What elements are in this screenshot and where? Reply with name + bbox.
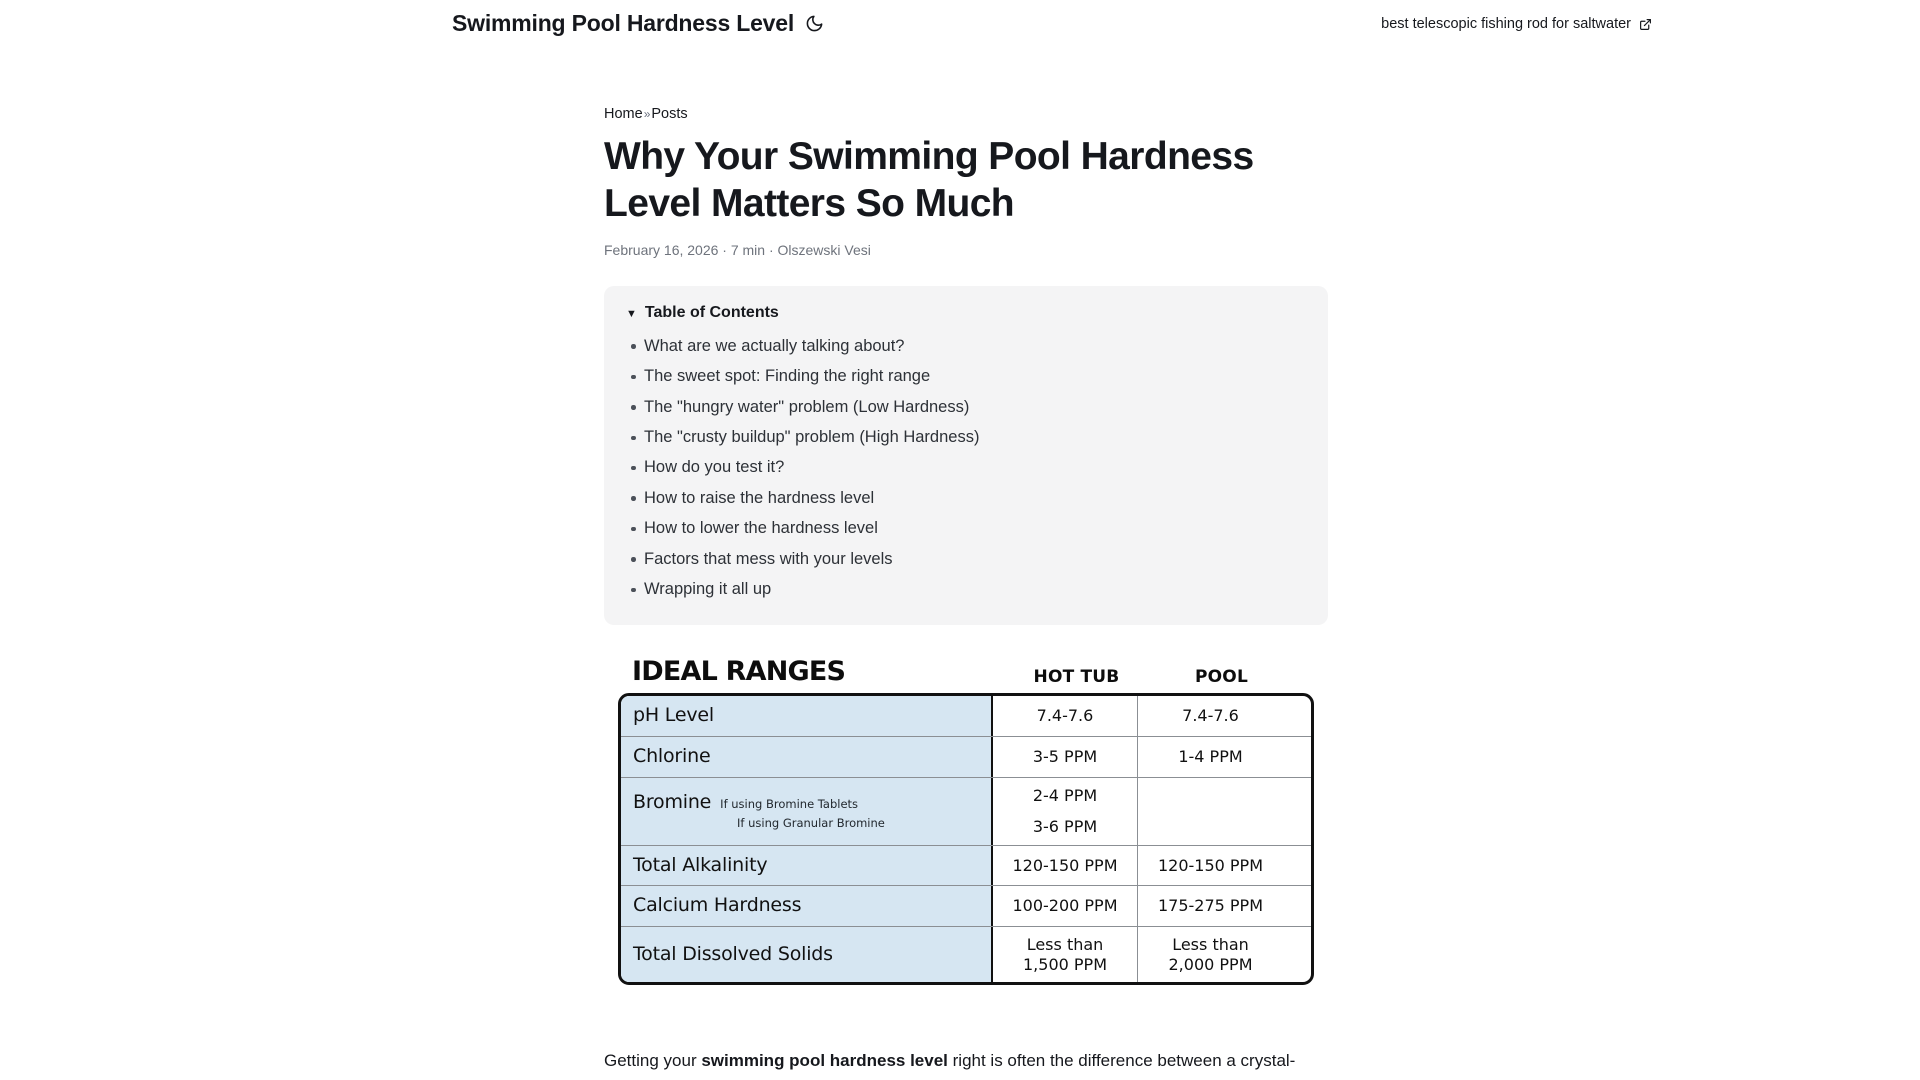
cell-hot-tub: 7.4-7.6 xyxy=(993,696,1138,736)
row-label: Calcium Hardness xyxy=(633,894,802,917)
cell-hot-tub: 3-5 PPM xyxy=(993,737,1138,777)
cell-hot-tub-line2: 1,500 PPM xyxy=(1023,954,1107,974)
list-item[interactable]: How to lower the hardness level xyxy=(644,514,1306,544)
caret-down-icon: ▼ xyxy=(626,307,637,320)
breadcrumb-posts[interactable]: Posts xyxy=(651,106,688,122)
site-title[interactable]: Swimming Pool Hardness Level xyxy=(452,10,795,36)
cell-pool: 7.4-7.6 xyxy=(1182,706,1239,726)
column-header-hot-tub: HOT TUB xyxy=(1033,667,1120,688)
list-item[interactable]: Wrapping it all up xyxy=(644,575,1306,605)
article-lead-paragraph xyxy=(604,1047,1328,1075)
page-title: Why Your Swimming Pool Hardness Level Matters So Much xyxy=(604,135,1254,226)
brand xyxy=(452,10,824,38)
list-item[interactable]: The "hungry water" problem (Low Hardness) xyxy=(644,392,1306,422)
column-header-pool: POOL xyxy=(1195,667,1248,688)
cell-hot-tub-line1: Less than xyxy=(1026,935,1104,955)
ideal-ranges-table xyxy=(618,693,1314,985)
row-label-cell xyxy=(621,846,993,886)
cell-pool-line1: Less than xyxy=(1172,935,1249,955)
cell-hot-tub-tablets: 2-4 PPM xyxy=(1032,785,1098,805)
row-sublabel-tablets: If using Bromine Tablets xyxy=(720,796,859,811)
cell-hot-tub xyxy=(993,778,1138,845)
row-sublabel-granular: If using Granular Bromine xyxy=(737,816,885,831)
list-item[interactable]: What are we actually talking about? xyxy=(644,331,1306,361)
toc-toggle[interactable] xyxy=(626,304,1306,322)
table-row xyxy=(621,927,1311,982)
nav-external-link-label: best telescopic fishing rod for saltwater xyxy=(1381,16,1631,32)
list-item[interactable]: How to raise the hardness level xyxy=(644,483,1306,513)
table-row xyxy=(621,696,1311,737)
list-item[interactable]: How do you test it? xyxy=(644,453,1306,483)
cell-hot-tub-granular: 3-6 PPM xyxy=(1032,817,1098,837)
toc-heading: Table of Contents xyxy=(644,304,779,322)
table-of-contents xyxy=(604,286,1328,625)
nav-external-link[interactable] xyxy=(1381,16,1652,32)
row-label: pH Level xyxy=(633,704,714,727)
list-item[interactable]: Factors that mess with your levels xyxy=(644,544,1306,574)
breadcrumb-separator: » xyxy=(643,107,651,121)
post-meta: February 16, 2026 · 7 min · Olszewski Vesi xyxy=(604,241,871,258)
cell-pool xyxy=(1138,927,1283,982)
site-header xyxy=(0,0,1920,60)
row-label: Total Dissolved Solids xyxy=(633,942,833,965)
cell-pool: 175-275 PPM xyxy=(1157,896,1264,916)
table-row xyxy=(621,737,1311,778)
breadcrumb-home[interactable]: Home xyxy=(604,106,643,122)
list-item[interactable]: The "crusty buildup" problem (High Hardness) xyxy=(644,423,1306,453)
cell-pool xyxy=(1138,778,1283,845)
row-label: Chlorine xyxy=(633,744,711,767)
row-label: Bromine xyxy=(633,790,712,813)
cell-pool: 1-4 PPM xyxy=(1178,746,1243,766)
infographic-header xyxy=(618,656,1314,693)
table-row xyxy=(621,846,1311,887)
breadcrumb xyxy=(604,104,1328,124)
moon-icon[interactable] xyxy=(805,14,824,33)
row-label-cell xyxy=(621,737,993,777)
figure-ideal-ranges xyxy=(604,642,1328,1025)
toc-list xyxy=(626,331,1306,605)
row-label-cell xyxy=(621,696,993,736)
row-label-cell xyxy=(621,886,993,926)
table-row xyxy=(621,886,1311,927)
article xyxy=(604,104,1328,1075)
lead-keyword: swimming pool hardness level xyxy=(701,1051,948,1071)
row-label: Total Alkalinity xyxy=(633,853,768,876)
row-label-cell xyxy=(621,778,993,845)
lead-text-after: right is often the difference between a crystal- xyxy=(947,1051,1296,1071)
row-label-cell xyxy=(621,927,993,982)
table-row xyxy=(621,778,1311,846)
cell-pool-line2: 2,000 PPM xyxy=(1168,954,1253,974)
cell-hot-tub: 100-200 PPM xyxy=(993,886,1138,926)
lead-text-before: Getting your xyxy=(604,1051,702,1071)
ideal-ranges-infographic xyxy=(604,642,1328,1025)
cell-pool: 120-150 PPM xyxy=(1157,855,1264,875)
cell-hot-tub xyxy=(993,927,1138,982)
list-item[interactable]: The sweet spot: Finding the right range xyxy=(644,362,1306,392)
cell-hot-tub: 120-150 PPM xyxy=(993,846,1138,886)
infographic-title: IDEAL RANGES xyxy=(632,656,846,688)
external-link-icon xyxy=(1639,18,1652,31)
